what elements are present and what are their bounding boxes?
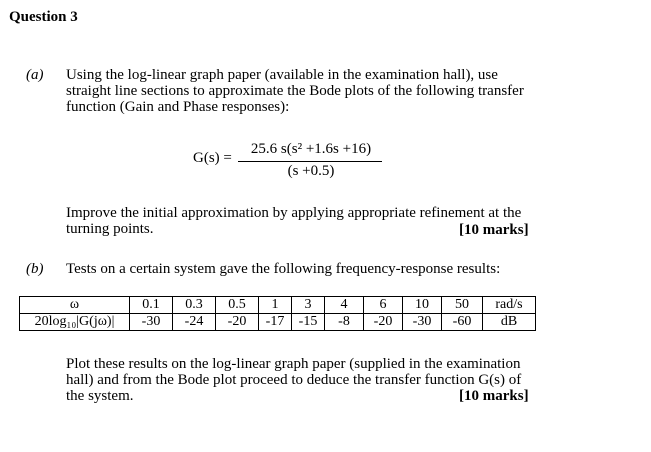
part-b-line-1: Plot these results on the log-linear graph paper (supplied in the examination (66, 356, 521, 372)
table-header-omega: ω (20, 297, 130, 314)
fraction-bar (238, 161, 382, 162)
part-b-label: (b) (26, 261, 44, 277)
equation-lhs: G(s) = (193, 150, 232, 166)
table-cell: 6 (364, 297, 403, 314)
table-cell: -20 (216, 314, 259, 331)
table-cell: -30 (130, 314, 173, 331)
table-cell: -30 (403, 314, 442, 331)
table-cell: 50 (442, 297, 483, 314)
table-cell: 0.3 (173, 297, 216, 314)
part-b-line-3: the system. (66, 388, 134, 404)
part-a-line-1: Using the log-linear graph paper (available in the examination hall), use (66, 67, 498, 83)
table-cell-unit: dB (483, 314, 536, 331)
table-header-gain: 20log₁₀|G(jω)| (20, 314, 130, 331)
table-row (20, 297, 536, 314)
question-title: Question 3 (9, 9, 78, 25)
table-cell: 0.5 (216, 297, 259, 314)
part-a-marks: [10 marks] (459, 222, 529, 238)
part-a-line-3: function (Gain and Phase responses): (66, 99, 290, 115)
refine-line-2: turning points. (66, 221, 154, 237)
part-b-instructions (66, 356, 521, 404)
frequency-response-table (19, 296, 536, 331)
part-a-instructions (66, 67, 524, 115)
part-a-line-2: straight line sections to approximate the Bode plots of the following transfer (66, 83, 524, 99)
table-cell: 1 (259, 297, 292, 314)
equation-denominator: (s +0.5) (287, 163, 335, 179)
refine-line-1: Improve the initial approximation by applying appropriate refinement at the (66, 205, 522, 221)
table-row (20, 314, 536, 331)
table-cell: 4 (325, 297, 364, 314)
equation-numerator: 25.6 s(s² +1.6s +16) (250, 141, 372, 157)
table-cell: -20 (364, 314, 403, 331)
table-cell: 3 (292, 297, 325, 314)
table-cell: -8 (325, 314, 364, 331)
part-a-refinement (66, 205, 521, 237)
table-cell: -60 (442, 314, 483, 331)
table-cell: 10 (403, 297, 442, 314)
table-cell: -15 (292, 314, 325, 331)
table-cell: -17 (259, 314, 292, 331)
part-a-label: (a) (26, 67, 44, 83)
part-b-intro: Tests on a certain system gave the following frequency-response results: (66, 261, 501, 277)
part-b-line-2: hall) and from the Bode plot proceed to deduce the transfer function G(s) of (66, 372, 522, 388)
table-cell: -24 (173, 314, 216, 331)
part-b-marks: [10 marks] (459, 388, 529, 404)
table-cell-unit: rad/s (483, 297, 536, 314)
table-cell: 0.1 (130, 297, 173, 314)
